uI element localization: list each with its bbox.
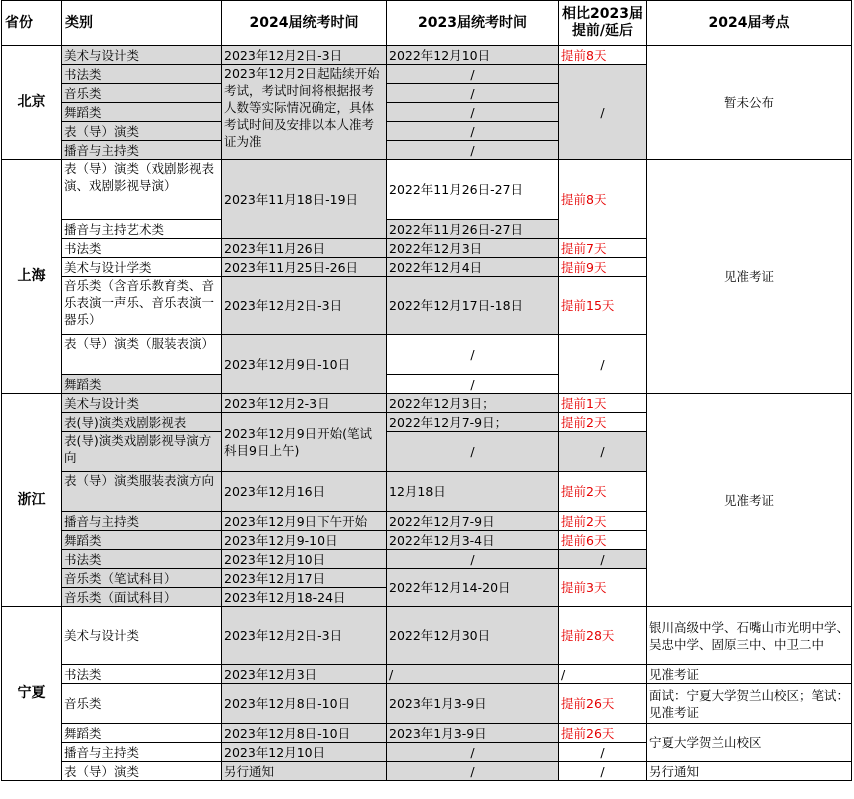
table-row [2, 724, 852, 743]
header-compare: 相比2023届提前/延后 [559, 1, 647, 46]
compare-cell: 提前8天 [559, 46, 647, 65]
site-cell: 见准考证 [647, 160, 852, 394]
compare-cell: 提前26天 [559, 684, 647, 724]
site-cell: 暂未公布 [647, 46, 852, 160]
category-cell: 表（导）演类服装表演方向 [62, 472, 222, 512]
category-cell: 书法类 [62, 665, 222, 684]
time-2023-cell: / [387, 762, 559, 781]
compare-cell: 提前6天 [559, 531, 647, 550]
compare-cell: 提前7天 [559, 239, 647, 258]
site-cell: 见准考证 [647, 394, 852, 607]
time-2024-cell: 2023年12月17日 [222, 569, 387, 588]
category-cell: 音乐类 [62, 84, 222, 103]
compare-cell: / [559, 743, 647, 762]
time-2024-cell: 另行通知 [222, 762, 387, 781]
province-cell: 宁夏 [2, 607, 62, 781]
table-row [2, 762, 852, 781]
time-2023-cell: 2022年12月7-9日； [387, 413, 559, 432]
time-2023-cell: 12月18日 [387, 472, 559, 512]
time-2023-cell: / [387, 65, 559, 84]
category-cell: 音乐类 [62, 684, 222, 724]
time-2023-cell: / [387, 432, 559, 472]
category-cell: 舞蹈类 [62, 375, 222, 394]
compare-cell: 提前8天 [559, 160, 647, 239]
site-cell: 另行通知 [647, 762, 852, 781]
time-2023-cell: 2022年12月17日-18日 [387, 277, 559, 335]
compare-cell: 提前2天 [559, 413, 647, 432]
site-cell: 银川高级中学、石嘴山市光明中学、吴忠中学、固原三中、中卫二中 [647, 607, 852, 665]
time-2024-cell: 2023年12月3日 [222, 665, 387, 684]
time-2023-cell: 2023年1月3-9日 [387, 724, 559, 743]
time-2024-cell: 2023年12月9日开始(笔试科目9日上午) [222, 413, 387, 472]
compare-cell: 提前2天 [559, 472, 647, 512]
compare-cell: / [559, 432, 647, 472]
time-2024-cell: 2023年12月9-10日 [222, 531, 387, 550]
header-province: 省份 [2, 1, 62, 46]
header-time-2023: 2023届统考时间 [387, 1, 559, 46]
time-2023-cell: / [387, 122, 559, 141]
category-cell: 播音与主持类 [62, 512, 222, 531]
time-2023-cell: 2022年12月4日 [387, 258, 559, 277]
time-2023-cell: 2022年12月3日 [387, 239, 559, 258]
time-2024-cell: 2023年12月9日-10日 [222, 335, 387, 394]
table-row [2, 46, 852, 65]
time-2024-cell: 2023年12月16日 [222, 472, 387, 512]
time-2023-cell: 2022年12月3日； [387, 394, 559, 413]
time-2024-cell: 2023年12月2-3日 [222, 394, 387, 413]
category-cell: 舞蹈类 [62, 724, 222, 743]
province-cell: 北京 [2, 46, 62, 160]
site-cell: 宁夏大学贺兰山校区 [647, 724, 852, 762]
time-2024-cell: 2023年12月8日-10日 [222, 724, 387, 743]
time-2024-cell: 2023年12月10日 [222, 743, 387, 762]
table-row [2, 394, 852, 413]
table-row [2, 665, 852, 684]
header-row [2, 1, 852, 46]
compare-cell: / [559, 762, 647, 781]
category-cell: 播音与主持类 [62, 141, 222, 160]
category-cell: 舞蹈类 [62, 103, 222, 122]
category-cell: 播音与主持艺术类 [62, 220, 222, 239]
compare-cell: 提前9天 [559, 258, 647, 277]
time-2023-cell: / [387, 375, 559, 394]
time-2023-cell: 2023年1月3-9日 [387, 684, 559, 724]
category-cell: 表（导）演类 [62, 762, 222, 781]
compare-cell: 提前2天 [559, 512, 647, 531]
time-2023-cell: / [387, 84, 559, 103]
time-2023-cell: 2022年11月26日-27日 [387, 160, 559, 220]
header-time-2024: 2024届统考时间 [222, 1, 387, 46]
category-cell: 播音与主持类 [62, 743, 222, 762]
time-2023-cell: / [387, 103, 559, 122]
province-cell: 上海 [2, 160, 62, 394]
compare-cell: 提前26天 [559, 724, 647, 743]
time-2024-cell: 2023年11月26日 [222, 239, 387, 258]
category-cell: 表(导)演类戏剧影视导演方向 [62, 432, 222, 472]
time-2024-note-cell: 2023年12月2日起陆续开始考试，考试时间将根据报考人数等实际情况确定，具体考试时间及安排以本人准考证为准 [222, 65, 387, 160]
category-cell: 美术与设计学类 [62, 258, 222, 277]
category-cell: 音乐类（面试科目） [62, 588, 222, 607]
compare-cell: / [559, 550, 647, 569]
compare-cell: / [559, 665, 647, 684]
time-2023-cell: 2022年12月10日 [387, 46, 559, 65]
time-2024-cell: 2023年12月2日-3日 [222, 277, 387, 335]
time-2023-cell: 2022年11月26日-27日 [387, 220, 559, 239]
category-cell: 美术与设计类 [62, 394, 222, 413]
time-2023-cell: 2022年12月14-20日 [387, 569, 559, 607]
exam-schedule-table [1, 0, 852, 781]
category-cell: 舞蹈类 [62, 531, 222, 550]
time-2024-cell: 2023年11月18日-19日 [222, 160, 387, 239]
time-2023-cell: / [387, 335, 559, 375]
category-cell: 美术与设计类 [62, 46, 222, 65]
table-row [2, 607, 852, 665]
category-cell: 表(导)演类戏剧影视表 [62, 413, 222, 432]
time-2024-cell: 2023年12月8日-10日 [222, 684, 387, 724]
category-cell: 音乐类（笔试科目） [62, 569, 222, 588]
category-cell: 音乐类（含音乐教育类、音乐表演一声乐、音乐表演一器乐） [62, 277, 222, 335]
time-2024-cell: 2023年12月2日-3日 [222, 46, 387, 65]
time-2023-cell: 2022年12月7-9日 [387, 512, 559, 531]
time-2024-cell: 2023年12月18-24日 [222, 588, 387, 607]
compare-cell: / [559, 65, 647, 160]
time-2024-cell: 2023年12月9日下午开始 [222, 512, 387, 531]
category-cell: 表（导）演类 [62, 122, 222, 141]
compare-cell: / [559, 335, 647, 394]
header-category: 类别 [62, 1, 222, 46]
time-2023-cell: 2022年12月3-4日 [387, 531, 559, 550]
time-2023-cell: 2022年12月30日 [387, 607, 559, 665]
compare-cell: 提前1天 [559, 394, 647, 413]
category-cell: 表（导）演类（服装表演） [62, 335, 222, 375]
category-cell: 美术与设计类 [62, 607, 222, 665]
header-site-2024: 2024届考点 [647, 1, 852, 46]
time-2023-cell: / [387, 141, 559, 160]
site-cell: 见准考证 [647, 665, 852, 684]
site-cell: 面试：宁夏大学贺兰山校区；笔试：见准考证 [647, 684, 852, 724]
time-2024-cell: 2023年12月2日-3日 [222, 607, 387, 665]
category-cell: 书法类 [62, 239, 222, 258]
time-2023-cell: / [387, 550, 559, 569]
compare-cell: 提前28天 [559, 607, 647, 665]
time-2024-cell: 2023年11月25日-26日 [222, 258, 387, 277]
category-cell: 书法类 [62, 550, 222, 569]
table-row [2, 684, 852, 724]
time-2023-cell: / [387, 743, 559, 762]
time-2024-cell: 2023年12月10日 [222, 550, 387, 569]
category-cell: 表（导）演类（戏剧影视表演、戏剧影视导演） [62, 160, 222, 220]
compare-cell: 提前15天 [559, 277, 647, 335]
category-cell: 书法类 [62, 65, 222, 84]
compare-cell: 提前3天 [559, 569, 647, 607]
time-2023-cell: / [387, 665, 559, 684]
table-row [2, 160, 852, 220]
province-cell: 浙江 [2, 394, 62, 607]
